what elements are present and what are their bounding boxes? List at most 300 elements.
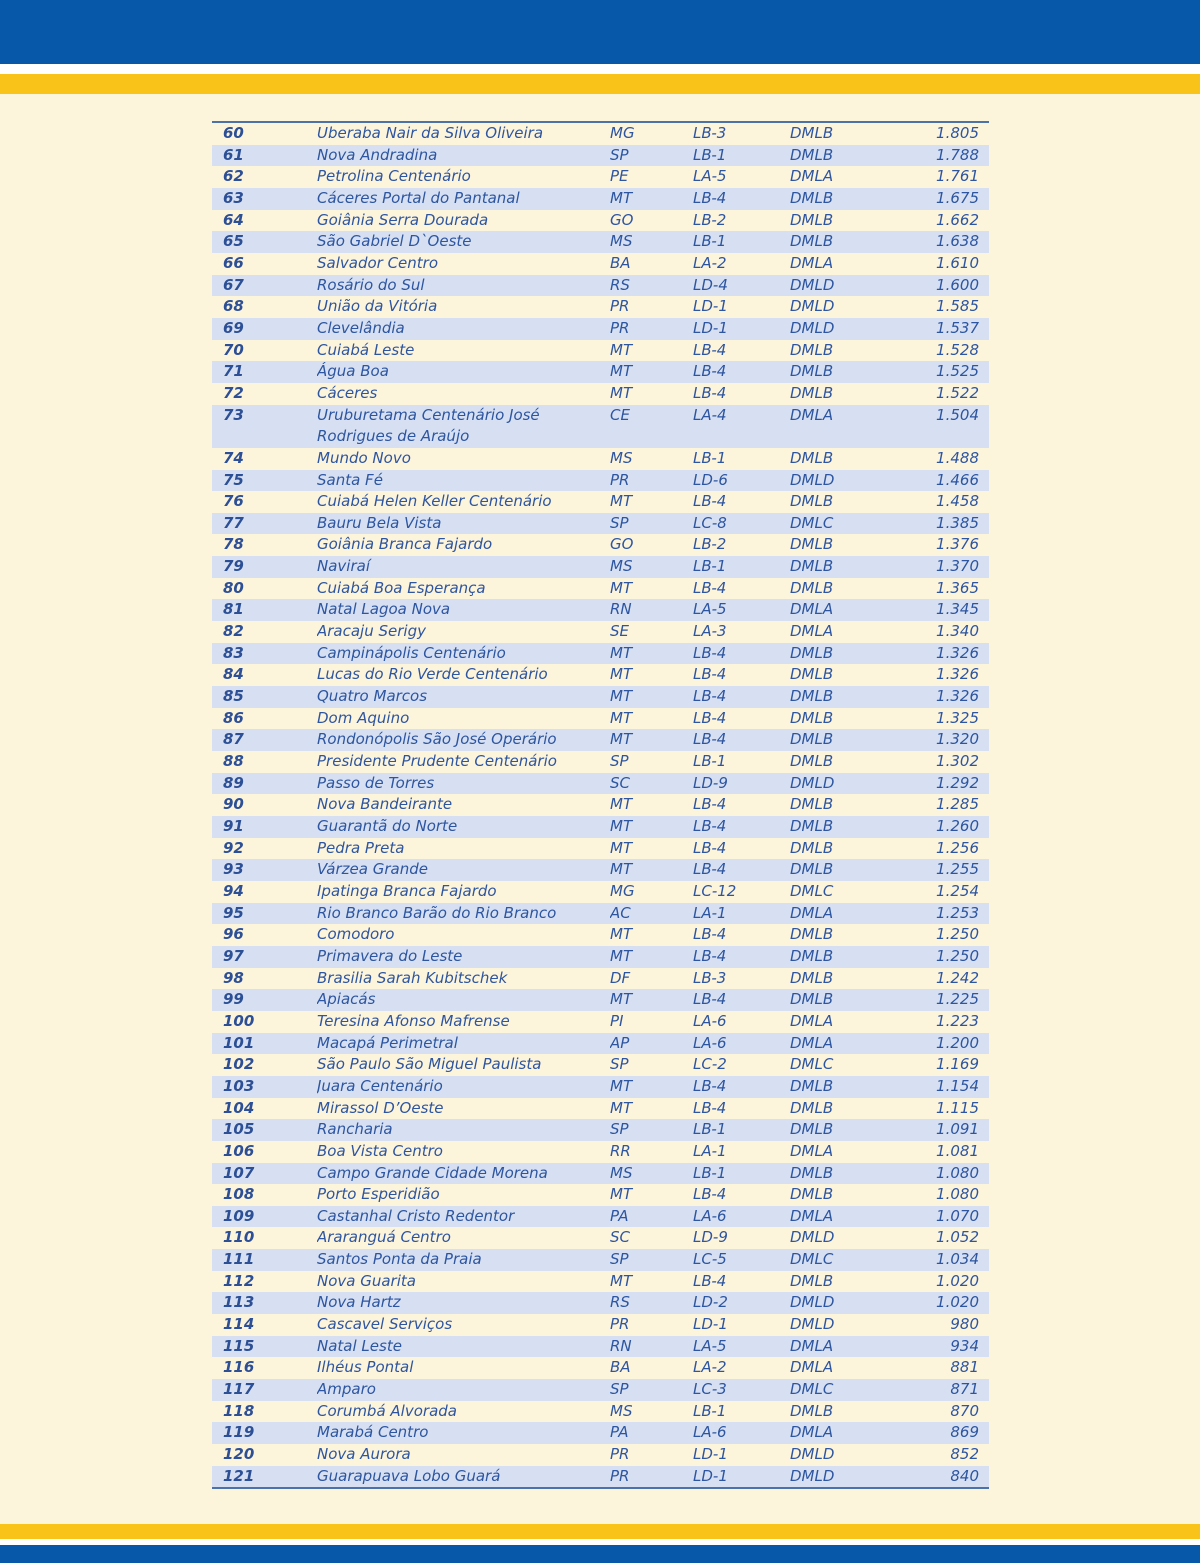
table-row	[212, 166, 989, 188]
code-cell: LA-1	[693, 1141, 727, 1160]
state-cell: MS	[610, 556, 693, 578]
rank-cell: 118	[223, 1401, 255, 1420]
category-cell: DMLC	[790, 881, 834, 900]
name-cell: Nova Hartz	[317, 1292, 610, 1314]
table-row	[212, 989, 989, 1011]
code-cell: LB-4	[693, 1076, 790, 1098]
code-cell: LB-2	[693, 535, 727, 554]
name-cell: Dom Aquino	[317, 708, 410, 727]
name-cell: Pedra Preta	[317, 838, 405, 857]
value-cell: 1.081	[936, 1141, 979, 1160]
code-cell: LB-1	[693, 1119, 790, 1141]
table-row	[212, 361, 989, 383]
code-cell: LB-4	[693, 838, 727, 857]
state-cell: MT	[610, 729, 693, 751]
state-cell: AC	[610, 903, 693, 925]
table-row	[212, 859, 989, 881]
name-cell: Corumbá Alvorada	[317, 1401, 457, 1420]
state-cell: GO	[610, 210, 634, 229]
code-cell: LB-1	[693, 145, 790, 167]
rank-cell: 86	[223, 708, 244, 727]
table-row	[212, 578, 989, 600]
code-cell: LB-1	[693, 231, 790, 253]
rank-cell: 109	[212, 1206, 317, 1228]
code-cell: LD-2	[693, 1292, 790, 1314]
value-cell: 1.020	[890, 1292, 989, 1314]
category-cell: DMLA	[790, 1033, 890, 1055]
value-cell: 1.115	[936, 1098, 979, 1117]
state-cell: MT	[610, 340, 633, 359]
name-cell: Nova Aurora	[317, 1445, 411, 1464]
rank-cell: 87	[212, 729, 317, 751]
rank-cell: 108	[223, 1185, 255, 1204]
code-cell: LA-1	[693, 903, 790, 925]
name-cell: Amparo	[317, 1379, 610, 1401]
state-cell: RN	[610, 1336, 693, 1358]
state-cell: RS	[610, 1292, 693, 1314]
code-cell: LB-2	[693, 210, 727, 229]
rank-cell: 102	[223, 1055, 255, 1074]
category-cell: DMLB	[790, 124, 834, 142]
name-cell: Teresina Afonso Mafrense	[317, 1011, 510, 1030]
category-cell: DMLB	[790, 1185, 834, 1204]
table-row	[212, 1357, 989, 1379]
header-white-stripe	[0, 64, 1200, 74]
category-cell: DMLD	[790, 1228, 835, 1247]
table-row	[212, 968, 989, 990]
rank-cell: 79	[212, 556, 317, 578]
name-cell: Cuiabá Boa Esperança	[317, 578, 486, 597]
code-cell: LB-3	[693, 968, 727, 987]
name-cell: Cascavel Serviços	[317, 1315, 453, 1334]
category-cell: DMLA	[790, 1206, 890, 1228]
value-cell: 1.225	[890, 989, 989, 1011]
rank-cell: 68	[223, 297, 244, 316]
value-cell: 871	[890, 1379, 989, 1401]
category-cell: DMLC	[790, 1249, 890, 1271]
code-cell: LB-4	[693, 708, 727, 727]
state-cell: MT	[610, 643, 693, 665]
rank-cell: 92	[223, 838, 244, 857]
code-cell: LA-6	[693, 1422, 790, 1444]
category-cell: DMLB	[790, 1163, 890, 1185]
state-cell: SP	[610, 1119, 693, 1141]
name-cell: Clevelândia	[317, 318, 610, 340]
table-row	[212, 1422, 989, 1444]
table-row	[212, 491, 989, 513]
name-cell: Cuiabá Leste	[317, 340, 415, 359]
name-cell: Mirassol D’Oeste	[317, 1098, 444, 1117]
rank-cell: 111	[212, 1249, 317, 1271]
state-cell: MT	[610, 383, 633, 402]
rank-cell: 98	[223, 968, 244, 987]
category-cell: DMLD	[790, 275, 890, 297]
code-cell: LB-3	[693, 124, 727, 142]
code-cell: LA-5	[693, 167, 727, 186]
name-cell: São Paulo São Miguel Paulista	[317, 1055, 542, 1074]
name-cell: Bauru Bela Vista	[317, 513, 610, 535]
category-cell: DMLA	[790, 1358, 834, 1377]
code-cell: LB-4	[693, 383, 727, 402]
value-cell: 1.034	[890, 1249, 989, 1271]
rank-cell: 105	[212, 1119, 317, 1141]
value-cell: 1.070	[890, 1206, 989, 1228]
category-cell: DMLB	[790, 383, 834, 402]
value-cell: 1.260	[890, 816, 989, 838]
rank-cell: 113	[212, 1292, 317, 1314]
value-cell: 1.080	[936, 1185, 979, 1204]
table-row	[212, 188, 989, 210]
code-cell: LD-4	[693, 275, 790, 297]
rank-cell: 91	[212, 816, 317, 838]
value-cell: 1.585	[936, 297, 979, 316]
table-row	[212, 946, 989, 968]
rank-cell: 110	[223, 1228, 255, 1247]
name-cell: Guarapuava Lobo Guará	[317, 1466, 610, 1488]
name-cell: Aracaju Serigy	[317, 622, 426, 641]
state-cell: MT	[610, 1185, 633, 1204]
name-cell: Rosário do Sul	[317, 275, 610, 297]
state-cell: MT	[610, 946, 693, 968]
state-cell: SP	[610, 1055, 629, 1074]
rank-cell: 80	[223, 578, 244, 597]
value-cell: 1.223	[936, 1011, 979, 1030]
value-cell: 1.761	[936, 167, 979, 186]
value-cell: 1.302	[936, 752, 979, 771]
state-cell: MS	[610, 448, 633, 467]
state-cell: MS	[610, 231, 693, 253]
code-cell: LA-2	[693, 1358, 727, 1377]
value-cell: 1.466	[890, 470, 989, 492]
table-row	[212, 1466, 989, 1488]
category-cell: DMLB	[790, 535, 834, 554]
name-cell: Primavera do Leste	[317, 946, 610, 968]
category-cell: DMLB	[790, 968, 834, 987]
category-cell: DMLD	[790, 773, 890, 795]
state-cell: MT	[610, 816, 693, 838]
table-row	[212, 1163, 989, 1185]
value-cell: 1.169	[936, 1055, 979, 1074]
name-cell: Goiânia Serra Dourada	[317, 210, 489, 229]
name-cell: Comodoro	[317, 925, 395, 944]
footer-blue-band	[0, 1545, 1200, 1563]
state-cell: CE	[610, 405, 693, 448]
table-row	[212, 470, 989, 492]
name-cell: Mundo Novo	[317, 448, 411, 467]
code-cell: LB-4	[693, 1271, 727, 1290]
table-row	[212, 1141, 989, 1163]
name-cell: Naviraí	[317, 556, 610, 578]
rank-cell: 67	[212, 275, 317, 297]
rank-cell: 76	[223, 492, 244, 511]
code-cell: LD-1	[693, 297, 728, 316]
table-row	[212, 1119, 989, 1141]
code-cell: LB-4	[693, 188, 790, 210]
state-cell: PE	[610, 167, 629, 186]
code-cell: LB-4	[693, 989, 790, 1011]
code-cell: LB-4	[693, 340, 727, 359]
value-cell: 1.504	[890, 405, 989, 448]
category-cell: DMLD	[790, 1445, 835, 1464]
table-row	[212, 1314, 989, 1336]
name-cell: Boa Vista Centro	[317, 1141, 443, 1160]
table-row	[212, 1336, 989, 1358]
rank-cell: 63	[212, 188, 317, 210]
category-cell: DMLB	[790, 946, 890, 968]
rank-cell: 81	[212, 599, 317, 621]
category-cell: DMLA	[790, 1422, 890, 1444]
state-cell: MT	[610, 686, 693, 708]
value-cell: 1.385	[890, 513, 989, 535]
state-cell: PA	[610, 1422, 693, 1444]
table-row	[212, 708, 989, 730]
rank-cell: 121	[212, 1466, 317, 1488]
rank-cell: 107	[212, 1163, 317, 1185]
state-cell: MT	[610, 989, 693, 1011]
value-cell: 1.525	[890, 361, 989, 383]
state-cell: RS	[610, 275, 693, 297]
rank-cell: 89	[212, 773, 317, 795]
table-row	[212, 1206, 989, 1228]
rank-cell: 85	[212, 686, 317, 708]
name-cell: Rondonópolis São José Operário	[317, 729, 610, 751]
value-cell: 1.242	[936, 968, 979, 987]
code-cell: LA-3	[693, 622, 727, 641]
name-cell: Santos Ponta da Praia	[317, 1249, 610, 1271]
code-cell: LB-4	[693, 686, 790, 708]
rank-cell: 90	[223, 795, 244, 814]
rank-cell: 64	[223, 210, 244, 229]
table-row	[212, 231, 989, 253]
state-cell: PR	[610, 318, 693, 340]
value-cell: 1.788	[890, 145, 989, 167]
category-cell: DMLA	[790, 622, 834, 641]
name-cell: Juara Centenário	[317, 1076, 610, 1098]
table-row	[212, 1444, 989, 1466]
category-cell: DMLA	[790, 1336, 890, 1358]
value-cell: 1.528	[936, 340, 979, 359]
value-cell: 1.200	[890, 1033, 989, 1055]
name-cell: Água Boa	[317, 361, 610, 383]
table-row	[212, 751, 989, 773]
code-cell: LD-1	[693, 1315, 728, 1334]
category-cell: DMLB	[790, 231, 890, 253]
rank-cell: 116	[223, 1358, 255, 1377]
value-cell: 1.376	[936, 535, 979, 554]
name-cell: Uruburetama Centenário José Rodrigues de Araújo	[317, 405, 610, 448]
state-cell: MG	[610, 881, 635, 900]
rank-cell: 106	[223, 1141, 255, 1160]
name-cell: Ilhéus Pontal	[317, 1358, 414, 1377]
rank-cell: 101	[212, 1033, 317, 1055]
value-cell: 1.256	[936, 838, 979, 857]
state-cell: MS	[610, 1163, 693, 1185]
state-cell: PR	[610, 470, 693, 492]
rank-cell: 100	[223, 1011, 255, 1030]
table-row	[212, 145, 989, 167]
code-cell: LA-6	[693, 1206, 790, 1228]
rank-cell: 117	[212, 1379, 317, 1401]
category-cell: DMLB	[790, 492, 834, 511]
value-cell: 1.340	[936, 622, 979, 641]
state-cell: PR	[610, 297, 630, 316]
value-cell: 1.537	[890, 318, 989, 340]
value-cell: 1.458	[936, 492, 979, 511]
name-cell: Goiânia Branca Fajardo	[317, 535, 493, 554]
rank-cell: 96	[223, 925, 244, 944]
state-cell: PR	[610, 1445, 630, 1464]
name-cell: Guarantã do Norte	[317, 816, 610, 838]
rank-cell: 73	[212, 405, 317, 448]
name-cell: Cáceres	[317, 383, 378, 402]
state-cell: PR	[610, 1315, 630, 1334]
name-cell: Nova Andradina	[317, 145, 610, 167]
value-cell: 980	[950, 1315, 979, 1334]
ranking-table	[212, 121, 989, 1489]
category-cell: DMLD	[790, 1292, 890, 1314]
value-cell: 1.292	[890, 773, 989, 795]
rank-cell: 60	[223, 124, 244, 142]
code-cell: LB-4	[693, 665, 727, 684]
value-cell: 1.662	[936, 210, 979, 229]
value-cell: 1.326	[890, 686, 989, 708]
name-cell: Rancharia	[317, 1119, 610, 1141]
category-cell: DMLA	[790, 1011, 834, 1030]
rank-cell: 65	[212, 231, 317, 253]
value-cell: 1.052	[936, 1228, 979, 1247]
value-cell: 1.091	[890, 1119, 989, 1141]
value-cell: 881	[950, 1358, 979, 1377]
category-cell: DMLB	[790, 816, 890, 838]
rank-cell: 72	[223, 383, 244, 402]
value-cell: 1.254	[936, 881, 979, 900]
category-cell: DMLB	[790, 1098, 834, 1117]
category-cell: DMLB	[790, 1119, 890, 1141]
name-cell: Natal Leste	[317, 1336, 610, 1358]
value-cell: 1.250	[936, 925, 979, 944]
footer-yellow-stripe	[0, 1524, 1200, 1539]
name-cell: Rio Branco Barão do Rio Branco	[317, 903, 610, 925]
name-cell: Natal Lagoa Nova	[317, 599, 610, 621]
state-cell: RR	[610, 1141, 631, 1160]
code-cell: LB-4	[693, 643, 790, 665]
code-cell: LC-5	[693, 1249, 790, 1271]
category-cell: DMLC	[790, 513, 890, 535]
header-yellow-stripe	[0, 74, 1200, 94]
state-cell: MT	[610, 708, 633, 727]
state-cell: SP	[610, 145, 693, 167]
code-cell: LB-1	[693, 752, 727, 771]
table-row	[212, 643, 989, 665]
category-cell: DMLB	[790, 145, 890, 167]
category-cell: DMLB	[790, 556, 890, 578]
value-cell: 1.080	[890, 1163, 989, 1185]
category-cell: DMLB	[790, 859, 890, 881]
state-cell: MT	[610, 188, 693, 210]
state-cell: GO	[610, 535, 634, 554]
rank-cell: 78	[223, 535, 244, 554]
category-cell: DMLB	[790, 752, 834, 771]
state-cell: SC	[610, 773, 693, 795]
rank-cell: 120	[223, 1445, 255, 1464]
rank-cell: 103	[212, 1076, 317, 1098]
state-cell: BA	[610, 1358, 631, 1377]
name-cell: Nova Bandeirante	[317, 795, 453, 814]
name-cell: Petrolina Centenário	[317, 167, 471, 186]
state-cell: SC	[610, 1228, 630, 1247]
state-cell: AP	[610, 1033, 693, 1055]
table-row	[212, 448, 989, 470]
table-row	[212, 664, 989, 686]
rank-cell: 93	[212, 859, 317, 881]
table-row	[212, 1011, 989, 1033]
category-cell: DMLB	[790, 340, 834, 359]
value-cell: 1.370	[890, 556, 989, 578]
rank-cell: 95	[212, 903, 317, 925]
table-row	[212, 1292, 989, 1314]
table-row	[212, 123, 989, 145]
rank-cell: 94	[223, 881, 244, 900]
value-cell: 1.285	[936, 795, 979, 814]
code-cell: LB-4	[693, 1098, 727, 1117]
code-cell: LD-9	[693, 773, 790, 795]
name-cell: Castanhal Cristo Redentor	[317, 1206, 610, 1228]
value-cell: 1.250	[890, 946, 989, 968]
table-row	[212, 556, 989, 578]
value-cell: 852	[950, 1445, 979, 1464]
rank-cell: 119	[212, 1422, 317, 1444]
code-cell: LD-1	[693, 318, 790, 340]
state-cell: MT	[610, 925, 633, 944]
rank-cell: 69	[212, 318, 317, 340]
table-row	[212, 275, 989, 297]
name-cell: Campinápolis Centenário	[317, 643, 610, 665]
code-cell: LB-1	[693, 1401, 727, 1420]
rank-cell: 77	[212, 513, 317, 535]
rank-cell: 88	[223, 752, 244, 771]
table-row	[212, 296, 989, 318]
category-cell: DMLB	[790, 686, 890, 708]
category-cell: DMLA	[790, 405, 890, 448]
table-row	[212, 1076, 989, 1098]
rank-cell: 66	[223, 253, 244, 272]
table-row	[212, 816, 989, 838]
table-row	[212, 621, 989, 643]
rank-cell: 71	[212, 361, 317, 383]
code-cell: LD-9	[693, 1228, 728, 1247]
category-cell: DMLB	[790, 729, 890, 751]
name-cell: Quatro Marcos	[317, 686, 610, 708]
rank-cell: 74	[223, 448, 244, 467]
header-blue-band	[0, 0, 1200, 64]
state-cell: MS	[610, 1401, 633, 1420]
table-row	[212, 1033, 989, 1055]
name-cell: Ipatinga Branca Fajardo	[317, 881, 497, 900]
table-row	[212, 1098, 989, 1120]
state-cell: PA	[610, 1206, 693, 1228]
value-cell: 840	[890, 1466, 989, 1488]
value-cell: 1.488	[936, 448, 979, 467]
category-cell: DMLB	[790, 708, 834, 727]
name-cell: União da Vitória	[317, 297, 438, 316]
category-cell: DMLB	[790, 643, 890, 665]
name-cell: Porto Esperidião	[317, 1185, 440, 1204]
state-cell: MT	[610, 859, 693, 881]
rank-cell: 70	[223, 340, 244, 359]
table-row	[212, 599, 989, 621]
state-cell: MT	[610, 838, 633, 857]
code-cell: LB-4	[693, 795, 727, 814]
